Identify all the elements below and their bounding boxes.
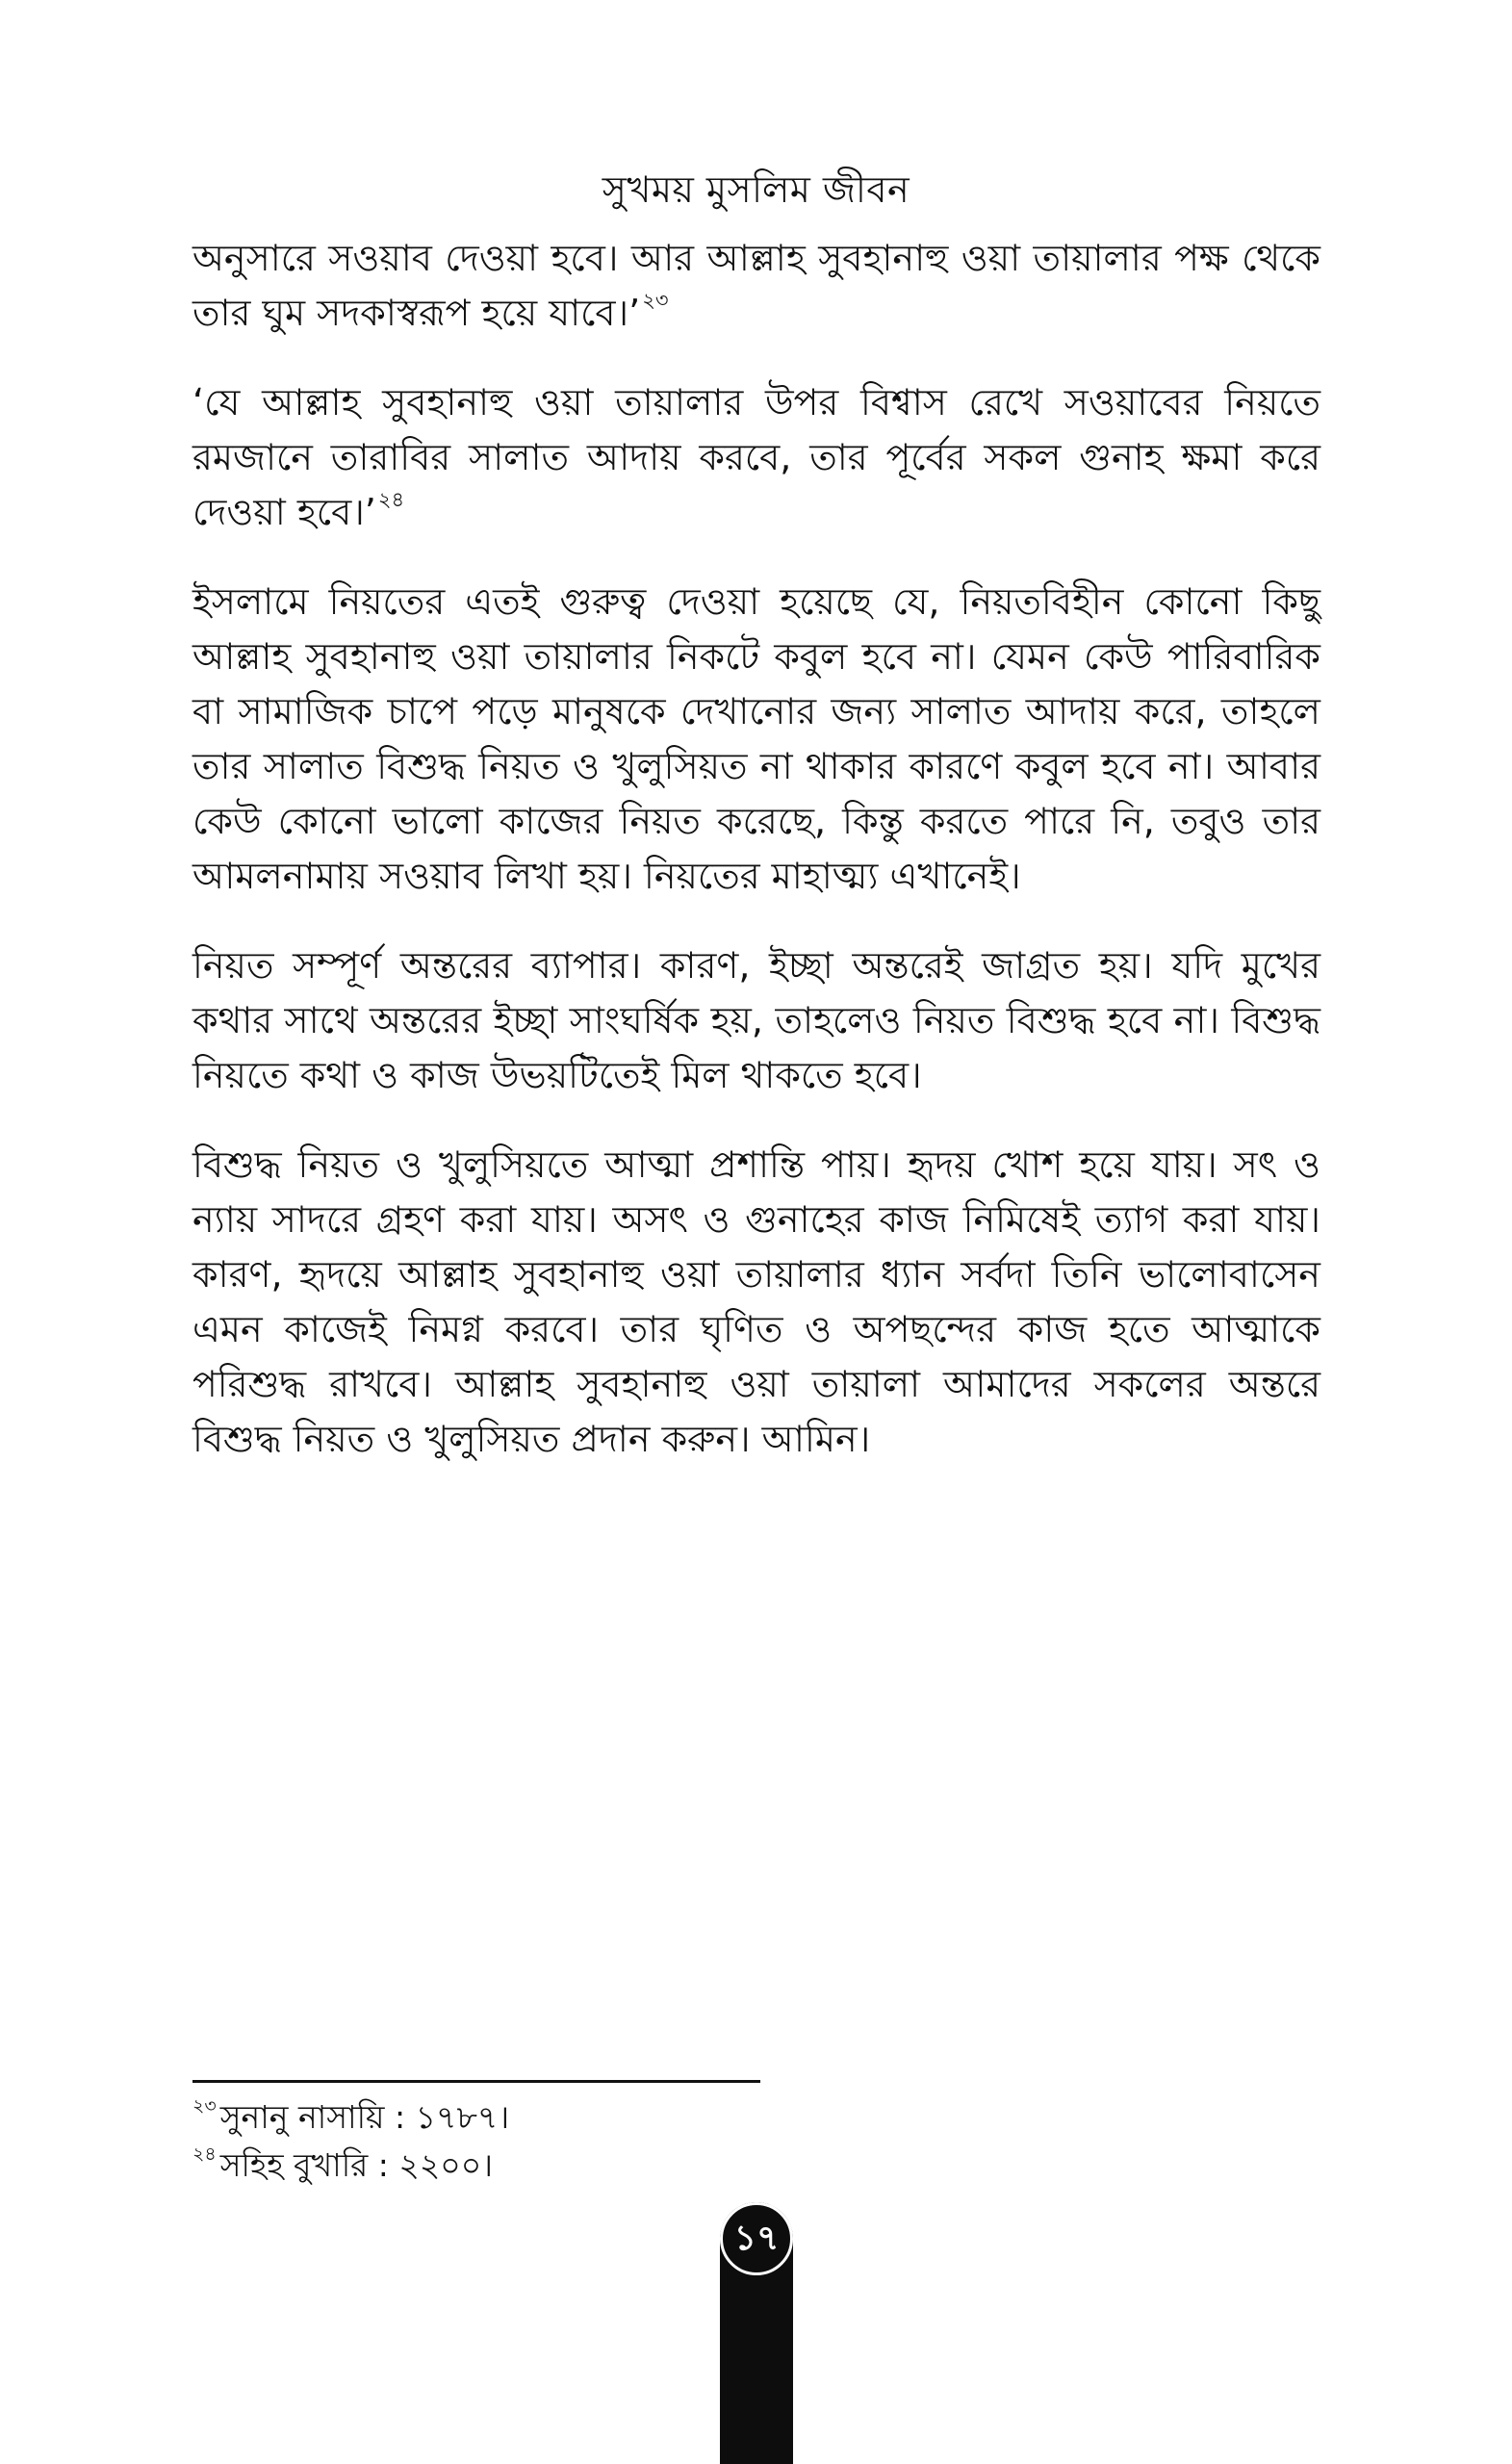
running-head: সুখময় মুসলিম জীবন <box>602 168 910 211</box>
footnote <box>192 2093 1251 2142</box>
footnote-reference: ২৩ <box>642 289 669 313</box>
paragraph <box>192 375 1320 540</box>
page-number: ১৭ <box>720 2202 793 2275</box>
paragraph-text: নিয়ত সম্পূর্ণ অন্তরের ব্যাপার। কারণ, ইচ্ছা অন্তরেই জাগ্রত হয়। যদি মুখের কথার সাথে অন্তরের ইচ্ছা সাংঘর্ষিক হয়, তাহলেও নিয়ত বিশুদ্ধ হবে না। বিশুদ্ধ নিয়তে কথা ও কাজ উভয়টিতেই মিল থাকতে হবে। <box>192 944 1320 1096</box>
paragraph-text: ‘যে আল্লাহ সুবহানাহু ওয়া তায়ালার উপর বিশ্বাস রেখে সওয়াবের নিয়তে রমজানে তারাবির সালাত আদায় করবে, তার পূর্বের সকল গুনাহ ক্ষমা করে দেওয়া হবে।’ <box>192 381 1320 533</box>
footnote-reference: ২৪ <box>377 488 405 512</box>
footnote-marker: ২৪ <box>192 2143 217 2165</box>
footnote <box>192 2142 1251 2190</box>
paragraph-text: ইসলামে নিয়তের এতই গুরুত্ব দেওয়া হয়েছে যে, নিয়তবিহীন কোনো কিছু আল্লাহ সুবহানাহু ওয়া তায়ালার নিকটে কবুল হবে না। যেমন কেউ পারিবারিক বা সামাজিক চাপে পড়ে মানুষকে দেখানোর জন্য সালাত আদায় করে, তাহলে তার সালাত বিশুদ্ধ নিয়ত ও খুলুসিয়ত না থাকার কারণে কবুল হবে না। আবার কেউ কোনো ভালো কাজের নিয়ত করেছে, কিন্তু করতে পারে নি, তবুও তার আমলনামায় সওয়াব লিখা হয়। নিয়তের মাহাত্ম্য এখানেই। <box>192 580 1320 897</box>
footnote-text: সহিহ বুখারি : ২২০০। <box>219 2146 494 2184</box>
paragraph-text: অনুসারে সওয়াব দেওয়া হবে। আর আল্লাহ সুবহানাহু ওয়া তায়ালার পক্ষ থেকে তার ঘুম সদকাস্বরূপ হয়ে যাবে।’ <box>192 237 1320 334</box>
footnote-divider <box>192 2080 760 2083</box>
footnotes <box>192 2093 1251 2190</box>
body-text <box>192 231 1320 1502</box>
paragraph <box>192 938 1320 1103</box>
footnote-text: সুনানু নাসায়ি : ১৭৮৭। <box>219 2098 510 2136</box>
footnote-marker: ২৩ <box>192 2094 217 2117</box>
paragraph <box>192 1138 1320 1467</box>
paragraph-text: বিশুদ্ধ নিয়ত ও খুলুসিয়তে আত্মা প্রশান্তি পায়। হৃদয় খোশ হয়ে যায়। সৎ ও ন্যায় সাদরে গ্রহণ করা যায়। অসৎ ও গুনাহের কাজ নিমিষেই ত্যাগ করা যায়। কারণ, হৃদয়ে আল্লাহ সুবহানাহু ওয়া তায়ালার ধ্যান সর্বদা তিনি ভালোবাসেন এমন কাজেই নিমগ্ন করবে। তার ঘৃণিত ও অপছন্দের কাজ হতে আত্মাকে পরিশুদ্ধ রাখবে। আল্লাহ সুবহানাহু ওয়া তায়ালা আমাদের সকলের অন্তরে বিশুদ্ধ নিয়ত ও খুলুসিয়ত প্রদান করুন। আমিন। <box>192 1143 1320 1460</box>
paragraph <box>192 575 1320 904</box>
paragraph <box>192 231 1320 341</box>
